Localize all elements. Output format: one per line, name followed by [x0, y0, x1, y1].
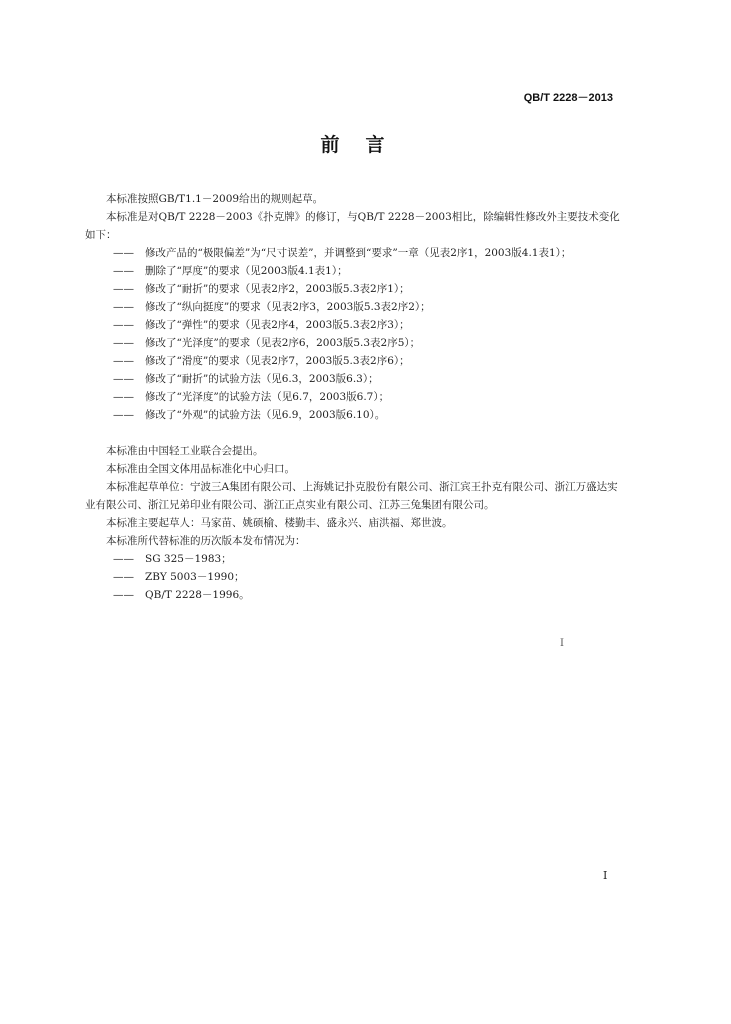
list-item: [85, 388, 625, 406]
list-dash: ——: [113, 589, 134, 601]
list-dash: ——: [113, 337, 134, 349]
list-dash: ——: [113, 409, 134, 421]
roman-page-mark: I: [560, 638, 564, 649]
list-dash: ——: [113, 391, 134, 403]
list-item: [85, 334, 625, 352]
list-dash: ——: [113, 355, 134, 367]
list-item: [85, 550, 625, 568]
page-number: I: [603, 869, 608, 882]
list-item: [85, 244, 625, 262]
list-item-text: ZBY 5003－1990；: [145, 571, 245, 583]
page-title: 前言: [320, 134, 411, 156]
paragraph-history-intro: 本标准所代替标准的历次版本发布情况为：: [106, 535, 306, 547]
list-dash: ——: [113, 373, 134, 385]
list-item: [85, 568, 625, 586]
section-spacer: [85, 424, 625, 442]
list-dash: ——: [113, 247, 134, 259]
list-item: [85, 262, 625, 280]
standard-code: QB/T 2228－2013: [523, 92, 613, 104]
list-item: [85, 352, 625, 370]
list-item-text: 修改了“光泽度”的要求（见表2序6，2003版5.3表2序5）；: [145, 337, 421, 349]
list-item: [85, 586, 625, 604]
list-dash: ——: [113, 571, 134, 583]
list-item-text: QB/T 2228－1996。: [145, 589, 250, 601]
list-item: [85, 298, 625, 316]
list-item-text: SG 325－1983；: [145, 553, 232, 565]
list-item-text: 修改了“耐折”的试验方法（见6.3，2003版6.3）；: [145, 373, 379, 385]
list-item: [85, 316, 625, 334]
version-history-list: [85, 550, 625, 604]
list-item-text: 删除了“厚度”的要求（见2003版4.1表1）；: [145, 265, 348, 277]
paragraph-revision-intro: 本标准是对QB/T 2228－2003《扑克牌》的修订，与QB/T 2228－2003相比，除编辑性修改外主要技术变化如下：: [85, 211, 620, 241]
list-item-text: 修改了“光泽度”的试验方法（见6.7，2003版6.7）；: [145, 391, 390, 403]
list-dash: ——: [113, 301, 134, 313]
list-item-text: 修改了“滑度”的要求（见表2序7，2003版5.3表2序6）；: [145, 355, 410, 367]
list-dash: ——: [113, 265, 134, 277]
list-item-text: 修改了“纵向挺度”的要求（见表2序3，2003版5.3表2序2）；: [145, 301, 431, 313]
paragraph-proposed-by: 本标准由中国轻工业联合会提出。: [106, 445, 264, 457]
list-item-text: 修改了“耐折”的要求（见表2序2，2003版5.3表2序1）；: [145, 283, 410, 295]
technical-changes-list: [85, 244, 625, 424]
paragraph-main-drafters: 本标准主要起草人：马家苗、姚硕榆、楼勤丰、盛永兴、庙洪福、郑世波。: [106, 517, 453, 529]
list-item-text: 修改了“弹性”的要求（见表2序4，2003版5.3表2序3）；: [145, 319, 410, 331]
paragraph-drafting-units: 本标准起草单位：宁波三A集团有限公司、上海姚记扑克股份有限公司、浙江宾王扑克有限公司、浙江万盛达实业有限公司、浙江兄弟印业有限公司、浙江正点实业有限公司、江苏三兔集团有限公司。: [85, 481, 618, 511]
list-item-text: 修改产品的“极限偏差”为“尺寸误差”，并调整到“要求”一章（见表2序1，2003版4.1表1）；: [145, 247, 572, 259]
list-item: [85, 406, 625, 424]
list-item: [85, 280, 625, 298]
list-dash: ——: [113, 319, 134, 331]
list-item-text: 修改了“外观”的试验方法（见6.9，2003版6.10）。: [145, 409, 386, 421]
paragraph-managed-by: 本标准由全国文体用品标准化中心归口。: [106, 463, 295, 475]
foreword-body: [85, 190, 625, 604]
list-item: [85, 370, 625, 388]
list-dash: ——: [113, 283, 134, 295]
paragraph-drafting-rules: 本标准按照GB/T1.1－2009给出的规则起草。: [106, 193, 324, 205]
list-dash: ——: [113, 553, 134, 565]
